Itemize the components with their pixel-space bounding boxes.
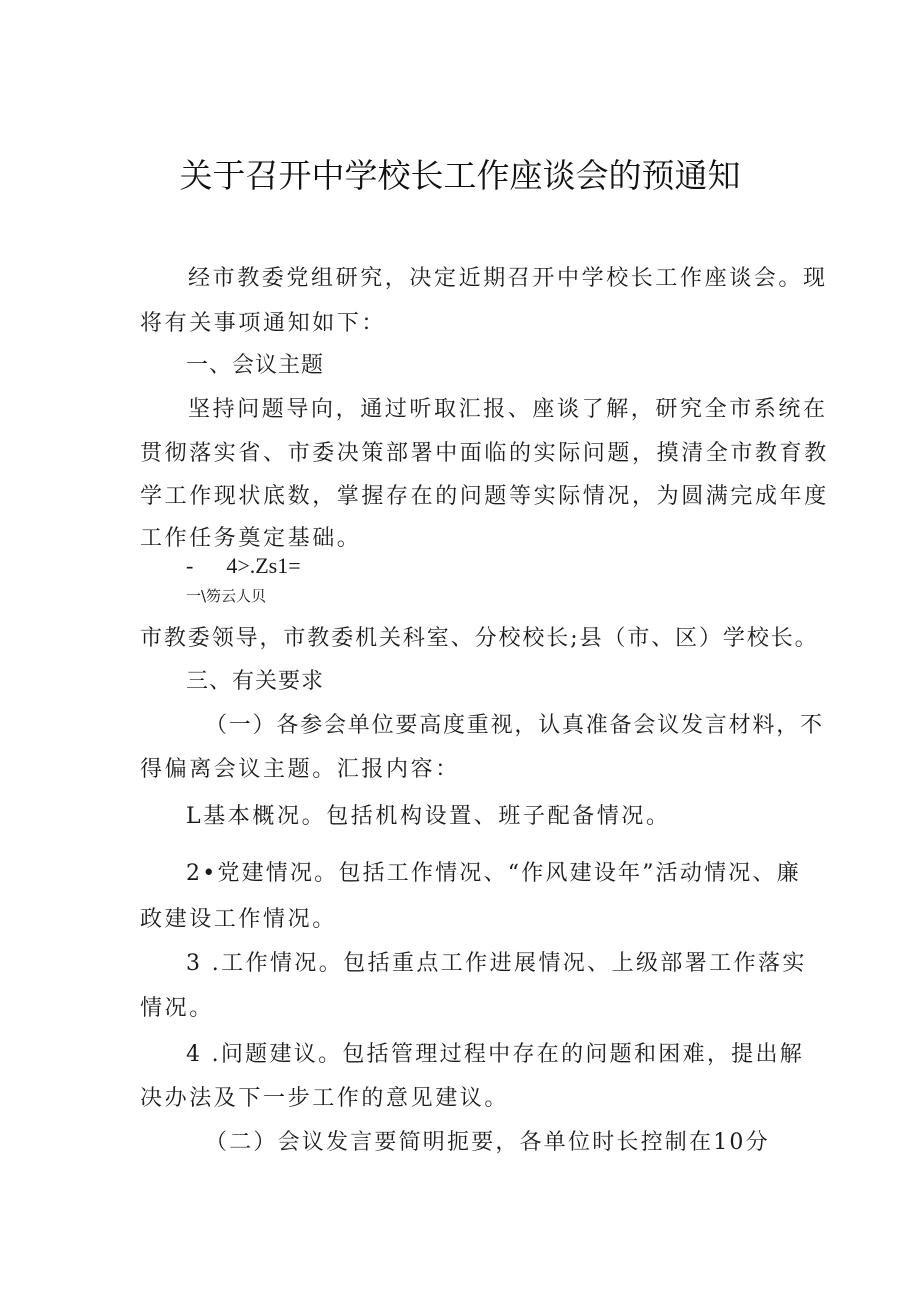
requirement-1-line-2: 得偏离会议主题。汇报内容： [140, 757, 460, 782]
content-item-4-line-1: 4 .问题建议。包括管理过程中存在的问题和困难，提出解 [186, 1042, 805, 1067]
intro-line-2: 将有关事项通知如下： [140, 311, 387, 336]
section2-body: 市教委领导，市教委机关科室、分校校长;县（市、区）学校长。 [140, 626, 819, 651]
content-item-4-line-2: 决办法及下一步工作的意见建议。 [140, 1086, 510, 1111]
content-item-2-line-1: 2•党建情况。包括工作情况、“作风建设年”活动情况、廉 [186, 861, 801, 886]
section1-body-line-4: 工作任务奠定基础。 [140, 526, 362, 551]
content-item-2-line-2: 政建设工作情况。 [140, 907, 337, 932]
section3-heading: 三、有关要求 [186, 669, 325, 694]
section2-garbled-heading: - 4>.Zs1= [186, 553, 301, 578]
content-item-3-line-1: 3 .工作情况。包括重点工作进展情况、上级部署工作落实 [186, 951, 807, 976]
requirement-2: （二）会议发言要简明扼要，各单位时长控制在10分 [205, 1130, 770, 1155]
content-item-1: L基本概况。包括机构设置、班子配备情况。 [186, 804, 671, 829]
section2-garbled-subheading: 一\笏云人贝 [186, 587, 267, 605]
requirement-1-line-1: （一）各参会单位要高度重视，认真准备会议发言材料，不 [205, 713, 824, 738]
section1-heading: 一、会议主题 [186, 353, 325, 378]
section1-body-line-2: 贯彻落实省、市委决策部署中面临的实际问题，摸清全市教育教 [140, 441, 829, 466]
document-title: 关于召开中学校长工作座谈会的预通知 [179, 156, 741, 195]
content-item-3-line-2: 情况。 [140, 996, 214, 1021]
section1-body-line-3: 学工作现状底数，掌握存在的问题等实际情况，为圆满完成年度 [140, 484, 829, 509]
section1-body-line-1: 坚持问题导向，通过听取汇报、座谈了解，研究全市系统在 [188, 397, 828, 422]
intro-line-1: 经市教委党组研究，决定近期召开中学校长工作座谈会。现 [188, 266, 828, 291]
